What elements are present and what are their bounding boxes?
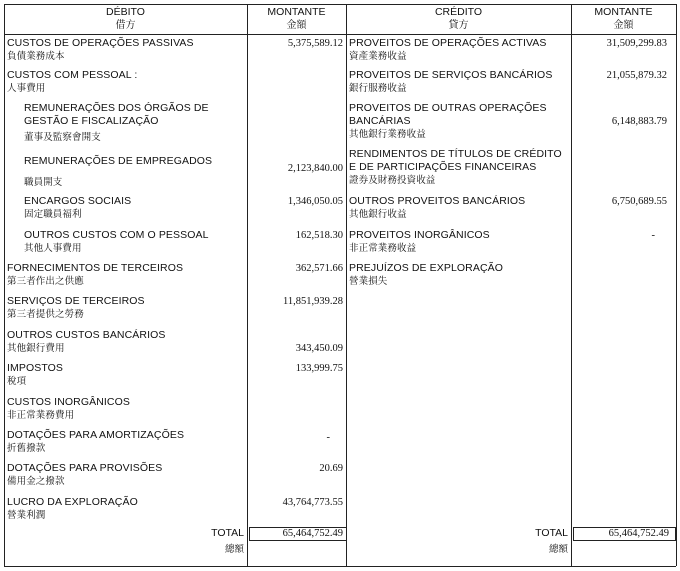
- debit-item-lucro-exploracao: [7, 496, 138, 522]
- debit-item-label-zh: 稅項: [7, 376, 27, 387]
- credit-amount-operacoes-activas: 31,509,299.83: [606, 38, 667, 49]
- debit-item-label: SERVIÇOS DE TERCEIROS: [7, 295, 145, 307]
- credit-item-prejuizos-exploracao: [349, 262, 503, 288]
- debit-item-operacoes-passivas: [7, 37, 194, 63]
- debit-item-label: ENCARGOS SOCIAIS: [24, 195, 132, 207]
- debit-item-custos-inorganicos: [7, 396, 130, 422]
- col-border-right: [676, 4, 677, 566]
- debit-item-label-zh: 人事費用: [7, 83, 46, 94]
- credit-item-label-zh: 證券及財務投資收益: [349, 175, 436, 186]
- header-credit: [346, 6, 571, 32]
- credit-item-label-line1: PROVEITOS DE OUTRAS OPERAÇÕES: [349, 102, 547, 114]
- debit-amount-servicos-terceiros: 11,851,939.28: [283, 296, 343, 307]
- debit-item-fornecimentos-terceiros: [7, 262, 183, 288]
- credit-amount-outros-proveitos: 6,750,689.55: [611, 196, 667, 207]
- debit-item-label-line1: REMUNERAÇÕES DOS ÓRGÃOS DE: [24, 102, 209, 114]
- table-top-border: [4, 4, 676, 5]
- debit-item-label-zh: 第三者提供之勞務: [7, 309, 84, 320]
- debit-item-label: FORNECIMENTOS DE TERCEIROS: [7, 262, 184, 274]
- debit-total-label-zh: 總額: [224, 544, 244, 555]
- credit-item-label: PREJUÍZOS DE EXPLORAÇÃO: [349, 262, 504, 274]
- debit-total-label-pt: TOTAL: [211, 527, 244, 539]
- debit-amount-outros-custos-bancarios: 343,450.09: [295, 343, 343, 354]
- credit-item-label: PROVEITOS DE SERVIÇOS BANCÁRIOS: [349, 69, 553, 81]
- debit-item-label: CUSTOS INORGÂNICOS: [7, 396, 130, 408]
- debit-item-dotacoes-provisoes: [7, 462, 162, 488]
- credit-item-label-zh: 其他銀行收益: [349, 209, 407, 220]
- header-debit-zh: 借方: [115, 20, 136, 31]
- header-debit: [4, 6, 247, 32]
- credit-item-label: PROVEITOS INORGÂNICOS: [349, 229, 490, 241]
- debit-item-label: CUSTOS COM PESSOAL :: [7, 69, 138, 81]
- debit-item-outros-custos-pessoal: [24, 229, 209, 255]
- header-credit-pt: CRÉDITO: [434, 6, 483, 18]
- debit-item-servicos-terceiros: [7, 295, 145, 321]
- header-credit-zh: 貸方: [448, 20, 469, 31]
- credit-total-label-zh: 總額: [548, 544, 568, 555]
- header-debit-pt: DÉBITO: [106, 6, 145, 18]
- debit-item-dotacoes-amortizacoes: [7, 429, 184, 455]
- credit-total-amount: 65,464,752.49: [608, 528, 669, 539]
- header-divider: [4, 34, 676, 35]
- debit-item-label: REMUNERAÇÕES DE EMPREGADOS: [24, 155, 213, 167]
- debit-amount-fornecimentos-terceiros: 362,571.66: [295, 263, 343, 274]
- credit-total-label-pt: TOTAL: [535, 527, 568, 539]
- debit-item-label-zh: 其他人事費用: [24, 243, 82, 254]
- debit-item-label: DOTAÇÕES PARA AMORTIZAÇÕES: [7, 429, 185, 441]
- debit-item-label: LUCRO DA EXPLORAÇÃO: [7, 496, 138, 508]
- credit-total-label: [470, 527, 568, 556]
- debit-item-label-zh: 職員開支: [24, 177, 63, 188]
- header-debit-amount: [247, 6, 346, 32]
- header-amount2-pt: MONTANTE: [594, 6, 653, 18]
- credit-item-outras-operacoes: [349, 102, 547, 141]
- col-border-debit-amount: [247, 4, 248, 566]
- credit-item-operacoes-activas: [349, 37, 547, 63]
- debit-item-label-line2: GESTÃO E FISCALIZAÇÃO: [24, 115, 159, 127]
- debit-amount-remuneracoes-empregados: 2,123,840.00: [287, 163, 343, 174]
- credit-item-rendimentos-titulos: [349, 148, 562, 187]
- debit-item-label: DOTAÇÕES PARA PROVISÕES: [7, 462, 163, 474]
- debit-item-label-zh: 其他銀行費用: [7, 343, 65, 354]
- debit-item-custos-pessoal: [7, 69, 137, 95]
- debit-item-label: IMPOSTOS: [7, 362, 64, 374]
- debit-amount-lucro-exploracao: 43,764,773.55: [282, 497, 343, 508]
- debit-item-label: OUTROS CUSTOS COM O PESSOAL: [24, 229, 209, 241]
- header-amount2-zh: 金額: [613, 20, 634, 31]
- debit-item-label-zh: 董事及監察會開支: [24, 132, 101, 143]
- debit-item-label-zh: 負債業務成本: [7, 51, 65, 62]
- debit-item-label-zh: 非正常業務費用: [7, 410, 75, 421]
- debit-item-label: OUTROS CUSTOS BANCÁRIOS: [7, 329, 166, 341]
- debit-item-label-zh: 折舊撥款: [7, 443, 46, 454]
- debit-amount-outros-custos-pessoal: 162,518.30: [295, 230, 343, 241]
- credit-item-label: PROVEITOS DE OPERAÇÕES ACTIVAS: [349, 37, 547, 49]
- debit-amount-operacoes-passivas: 5,375,589.12: [287, 38, 343, 49]
- credit-amount-servicos-bancarios: 21,055,879.32: [606, 70, 667, 81]
- credit-amount-proveitos-inorganicos: -: [651, 230, 655, 241]
- debit-item-label-zh: 備用金之撥款: [7, 476, 65, 487]
- credit-item-label-line2: E DE PARTICIPAÇÕES FINANCEIRAS: [349, 161, 537, 173]
- header-credit-amount: [571, 6, 676, 32]
- debit-total-label: [150, 527, 244, 556]
- debit-item-label: CUSTOS DE OPERAÇÕES PASSIVAS: [7, 37, 194, 49]
- debit-item-impostos: [7, 362, 63, 388]
- debit-item-remuneracoes-orgaos: [24, 102, 209, 144]
- debit-amount-impostos: 133,999.75: [295, 363, 343, 374]
- debit-amount-dotacoes-amortizacoes: -: [326, 432, 330, 443]
- debit-item-outros-custos-bancarios: [7, 329, 165, 355]
- debit-item-label-zh: 固定職員福利: [24, 209, 82, 220]
- credit-item-label-zh: 資產業務收益: [349, 51, 407, 62]
- debit-amount-encargos-sociais: 1,346,050.05: [287, 196, 343, 207]
- col-border-left: [4, 4, 5, 566]
- debit-item-label-zh: 第三者作出之供應: [7, 276, 84, 287]
- credit-item-label-zh: 非正常業務收益: [349, 243, 417, 254]
- credit-item-label-line2: BANCÁRIAS: [349, 115, 411, 127]
- debit-item-remuneracoes-empregados: [24, 155, 212, 189]
- credit-item-label: OUTROS PROVEITOS BANCÁRIOS: [349, 195, 526, 207]
- debit-item-encargos-sociais: [24, 195, 131, 221]
- credit-amount-outras-operacoes: 6,148,883.79: [611, 116, 667, 127]
- credit-item-servicos-bancarios: [349, 69, 552, 95]
- header-amount-zh: 金額: [286, 20, 307, 31]
- credit-item-label-zh: 銀行服務收益: [349, 83, 407, 94]
- debit-amount-dotacoes-provisoes: 20.69: [319, 463, 343, 474]
- credit-item-label-zh: 其他銀行業務收益: [349, 129, 426, 140]
- debit-item-label-zh: 營業利潤: [7, 510, 46, 521]
- header-amount-pt: MONTANTE: [267, 6, 326, 18]
- debit-total-amount: 65,464,752.49: [282, 528, 343, 539]
- col-border-middle: [346, 4, 347, 566]
- credit-item-outros-proveitos: [349, 195, 525, 221]
- credit-item-label-line1: RENDIMENTOS DE TÍTULOS DE CRÉDITO: [349, 148, 562, 160]
- credit-item-label-zh: 營業損失: [349, 276, 388, 287]
- table-bottom-border: [4, 566, 676, 567]
- credit-item-proveitos-inorganicos: [349, 229, 490, 255]
- col-border-credit-amount: [571, 4, 572, 566]
